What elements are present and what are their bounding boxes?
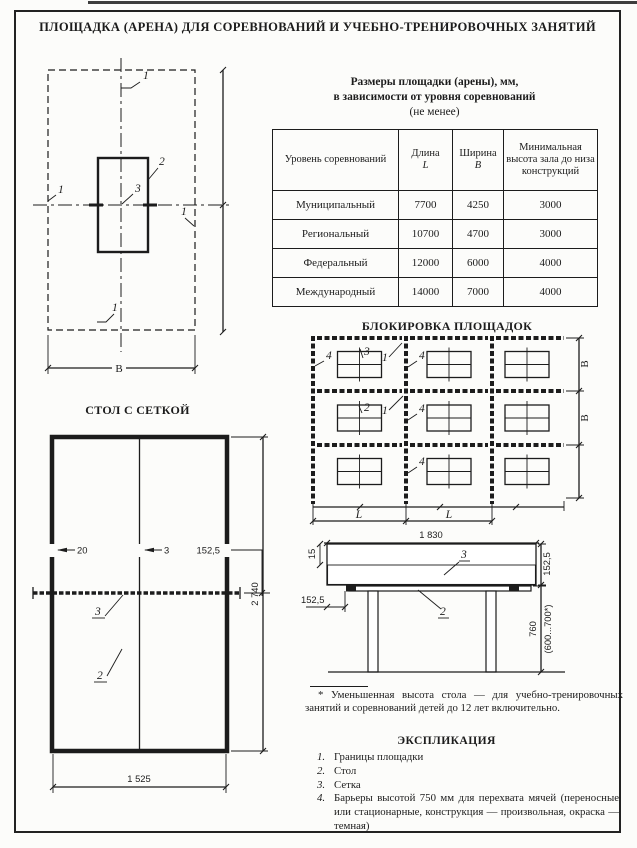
cell-level: Региональный (273, 220, 399, 249)
item-number: 3. (317, 778, 326, 791)
explication-title: ЭКСПЛИКАЦИЯ (397, 734, 496, 747)
cell-width: 6000 (453, 249, 504, 278)
arena-size-table (272, 129, 598, 307)
leader-boundary-top (121, 82, 140, 88)
leader-net (360, 349, 363, 358)
leader-boundary-2 (389, 396, 403, 410)
cell-level: Муниципальный (273, 191, 399, 220)
arena-plan-diagram (25, 52, 270, 397)
callout-table: 2 (97, 670, 103, 682)
gap-side-line (49, 544, 56, 557)
table-leg-left (368, 591, 378, 672)
blocking-title: БЛОКИРОВКА ПЛОЩАДОК (361, 319, 533, 333)
item-text: Сетка (334, 778, 361, 791)
table-top (349, 586, 531, 591)
callout-boundary-left: 1 (58, 184, 64, 196)
cell-width: 7000 (453, 278, 504, 307)
cell-height: 3000 (504, 220, 598, 249)
barrier-vertical-lines (313, 336, 492, 504)
table-symbol (427, 401, 471, 435)
table-plan-title: СТОЛ С СЕТКОЙ (85, 403, 190, 417)
blocking-diagram (272, 334, 622, 534)
cell-level: Федеральный (273, 249, 399, 278)
cell-length: 7700 (399, 191, 453, 220)
table-symbol (427, 348, 471, 382)
list-item (317, 765, 619, 779)
cell-level: Международный (273, 278, 399, 307)
table-row (273, 191, 598, 220)
col-length-word: Длина (411, 147, 440, 159)
gap-right-line (224, 544, 231, 557)
item-text: Стол (334, 764, 357, 777)
col-width-word: Ширина (459, 147, 497, 159)
cell-length: 10700 (399, 220, 453, 249)
cell-width: 4250 (453, 191, 504, 220)
leader-boundary-1 (389, 343, 402, 357)
callout-table: 2 (440, 606, 446, 618)
table-plan-diagram (25, 418, 275, 818)
col-length-symbol: L (422, 160, 429, 171)
callout-net: 3 (135, 183, 141, 195)
table-row (273, 220, 598, 249)
leader-table (107, 649, 122, 676)
cell-length: 12000 (399, 249, 453, 278)
item-number: 1. (317, 751, 326, 763)
arrowhead-side-line (57, 548, 67, 552)
dim-net-length: 1 830 (419, 529, 443, 540)
callout-table: 2 (364, 402, 370, 414)
col-header-length (399, 130, 453, 191)
dim-table-height: 760 (527, 621, 538, 637)
callout-table: 2 (159, 156, 165, 168)
dim-width-letter: В (579, 360, 591, 368)
net-clamp-left (346, 586, 356, 592)
dim-length-letter: L (445, 509, 453, 521)
dim-side-line: 20 (77, 544, 88, 556)
table-symbols (338, 348, 550, 489)
callout-net: 3 (461, 549, 467, 561)
cell-height: 4000 (504, 278, 598, 307)
dim-width-letter: В (579, 414, 591, 422)
caption-line1: Размеры площадки (арены), мм, (350, 76, 519, 88)
leader-table (418, 590, 441, 609)
footnote-text: * Уменьшенная высота стола — для учебно-тренировочных занятий и соревнований детей до 12 лет включительно. (305, 689, 623, 715)
table-header-row (273, 130, 598, 191)
callout-boundary-top: 1 (143, 70, 149, 82)
table-row (273, 278, 598, 307)
leader-barrier-2 (408, 361, 417, 367)
leader-boundary-right (185, 218, 194, 226)
dim-width-letter: В (115, 363, 123, 375)
item-number: 2. (317, 764, 326, 777)
size-table-caption (272, 75, 597, 120)
item-text: Границы площадки (334, 751, 424, 763)
leader-barrier-4 (408, 467, 417, 473)
callout-barrier: 4 (419, 456, 425, 468)
cell-width: 4700 (453, 220, 504, 249)
caption-line3: (не менее) (409, 106, 460, 118)
callout-boundary-right: 1 (181, 206, 187, 218)
page-title: ПЛОЩАДКА (АРЕНА) ДЛЯ СОРЕВНОВАНИЙ И УЧЕБНО-ТРЕНИРОВОЧНЫХ ЗАНЯТИЙ (39, 20, 596, 34)
callout-boundary: 1 (382, 405, 388, 417)
leader-barrier-3 (408, 414, 417, 420)
leader-table (148, 168, 158, 180)
callout-boundary: 1 (382, 352, 388, 364)
dim-table-height-alt: (600...700*) (542, 604, 553, 654)
table-symbol (505, 455, 549, 489)
cell-height: 3000 (504, 191, 598, 220)
scan-artifact-line (88, 1, 637, 4)
callout-boundary-bottom: 1 (112, 302, 118, 314)
caption-line2: в зависимости от уровня соревнований (333, 91, 536, 103)
item-number: 4. (317, 792, 326, 805)
footnote-rule (310, 686, 368, 687)
table-symbol (505, 348, 549, 382)
net-clamp-right (509, 586, 519, 592)
dim-center-line: 3 (164, 544, 170, 556)
leader-boundary-bottom (97, 314, 114, 322)
table-leg-right (486, 591, 496, 672)
table-symbol (338, 455, 382, 489)
leader-boundary-left (48, 195, 56, 201)
leader-barrier-1 (315, 361, 324, 366)
dim-net-overhang: 152,5 (196, 544, 220, 556)
dim-net-height: 152,5 (541, 552, 552, 576)
table-symbol (338, 348, 382, 382)
callout-barrier: 4 (326, 350, 332, 362)
arrowhead-center-line (144, 548, 154, 552)
table-row (273, 249, 598, 278)
item-text: Барьеры высотой 750 мм для перехвата мячей (переносные или стационарные, конструкция — произвольная, окраска — темная) (334, 792, 619, 832)
gap-center-line (136, 544, 143, 557)
list-item (317, 751, 619, 765)
list-item (317, 779, 619, 793)
table-symbol (427, 455, 471, 489)
net-band (327, 544, 536, 585)
col-header-height: Минимальная высота зала до низа конструкций (504, 130, 598, 191)
explication-list (317, 751, 619, 834)
table-side-view (298, 528, 633, 688)
callout-barrier: 4 (419, 350, 425, 362)
dim-length: 2 740 (249, 582, 260, 606)
col-width-symbol: В (474, 160, 482, 171)
cell-length: 14000 (399, 278, 453, 307)
leader-net (122, 194, 133, 204)
callout-barrier: 4 (419, 403, 425, 415)
table-symbol (505, 401, 549, 435)
col-header-level: Уровень соревнований (273, 130, 399, 191)
leader-net (105, 595, 123, 616)
dim-tape: 15 (306, 548, 317, 560)
callout-net: 3 (364, 346, 370, 358)
list-item (317, 792, 619, 833)
dim-net-overhang: 152,5 (301, 594, 325, 605)
dim-length-letter: L (355, 509, 363, 521)
cell-height: 4000 (504, 249, 598, 278)
dim-width: 1 525 (127, 773, 151, 784)
callout-net: 3 (95, 606, 101, 618)
col-header-width (453, 130, 504, 191)
